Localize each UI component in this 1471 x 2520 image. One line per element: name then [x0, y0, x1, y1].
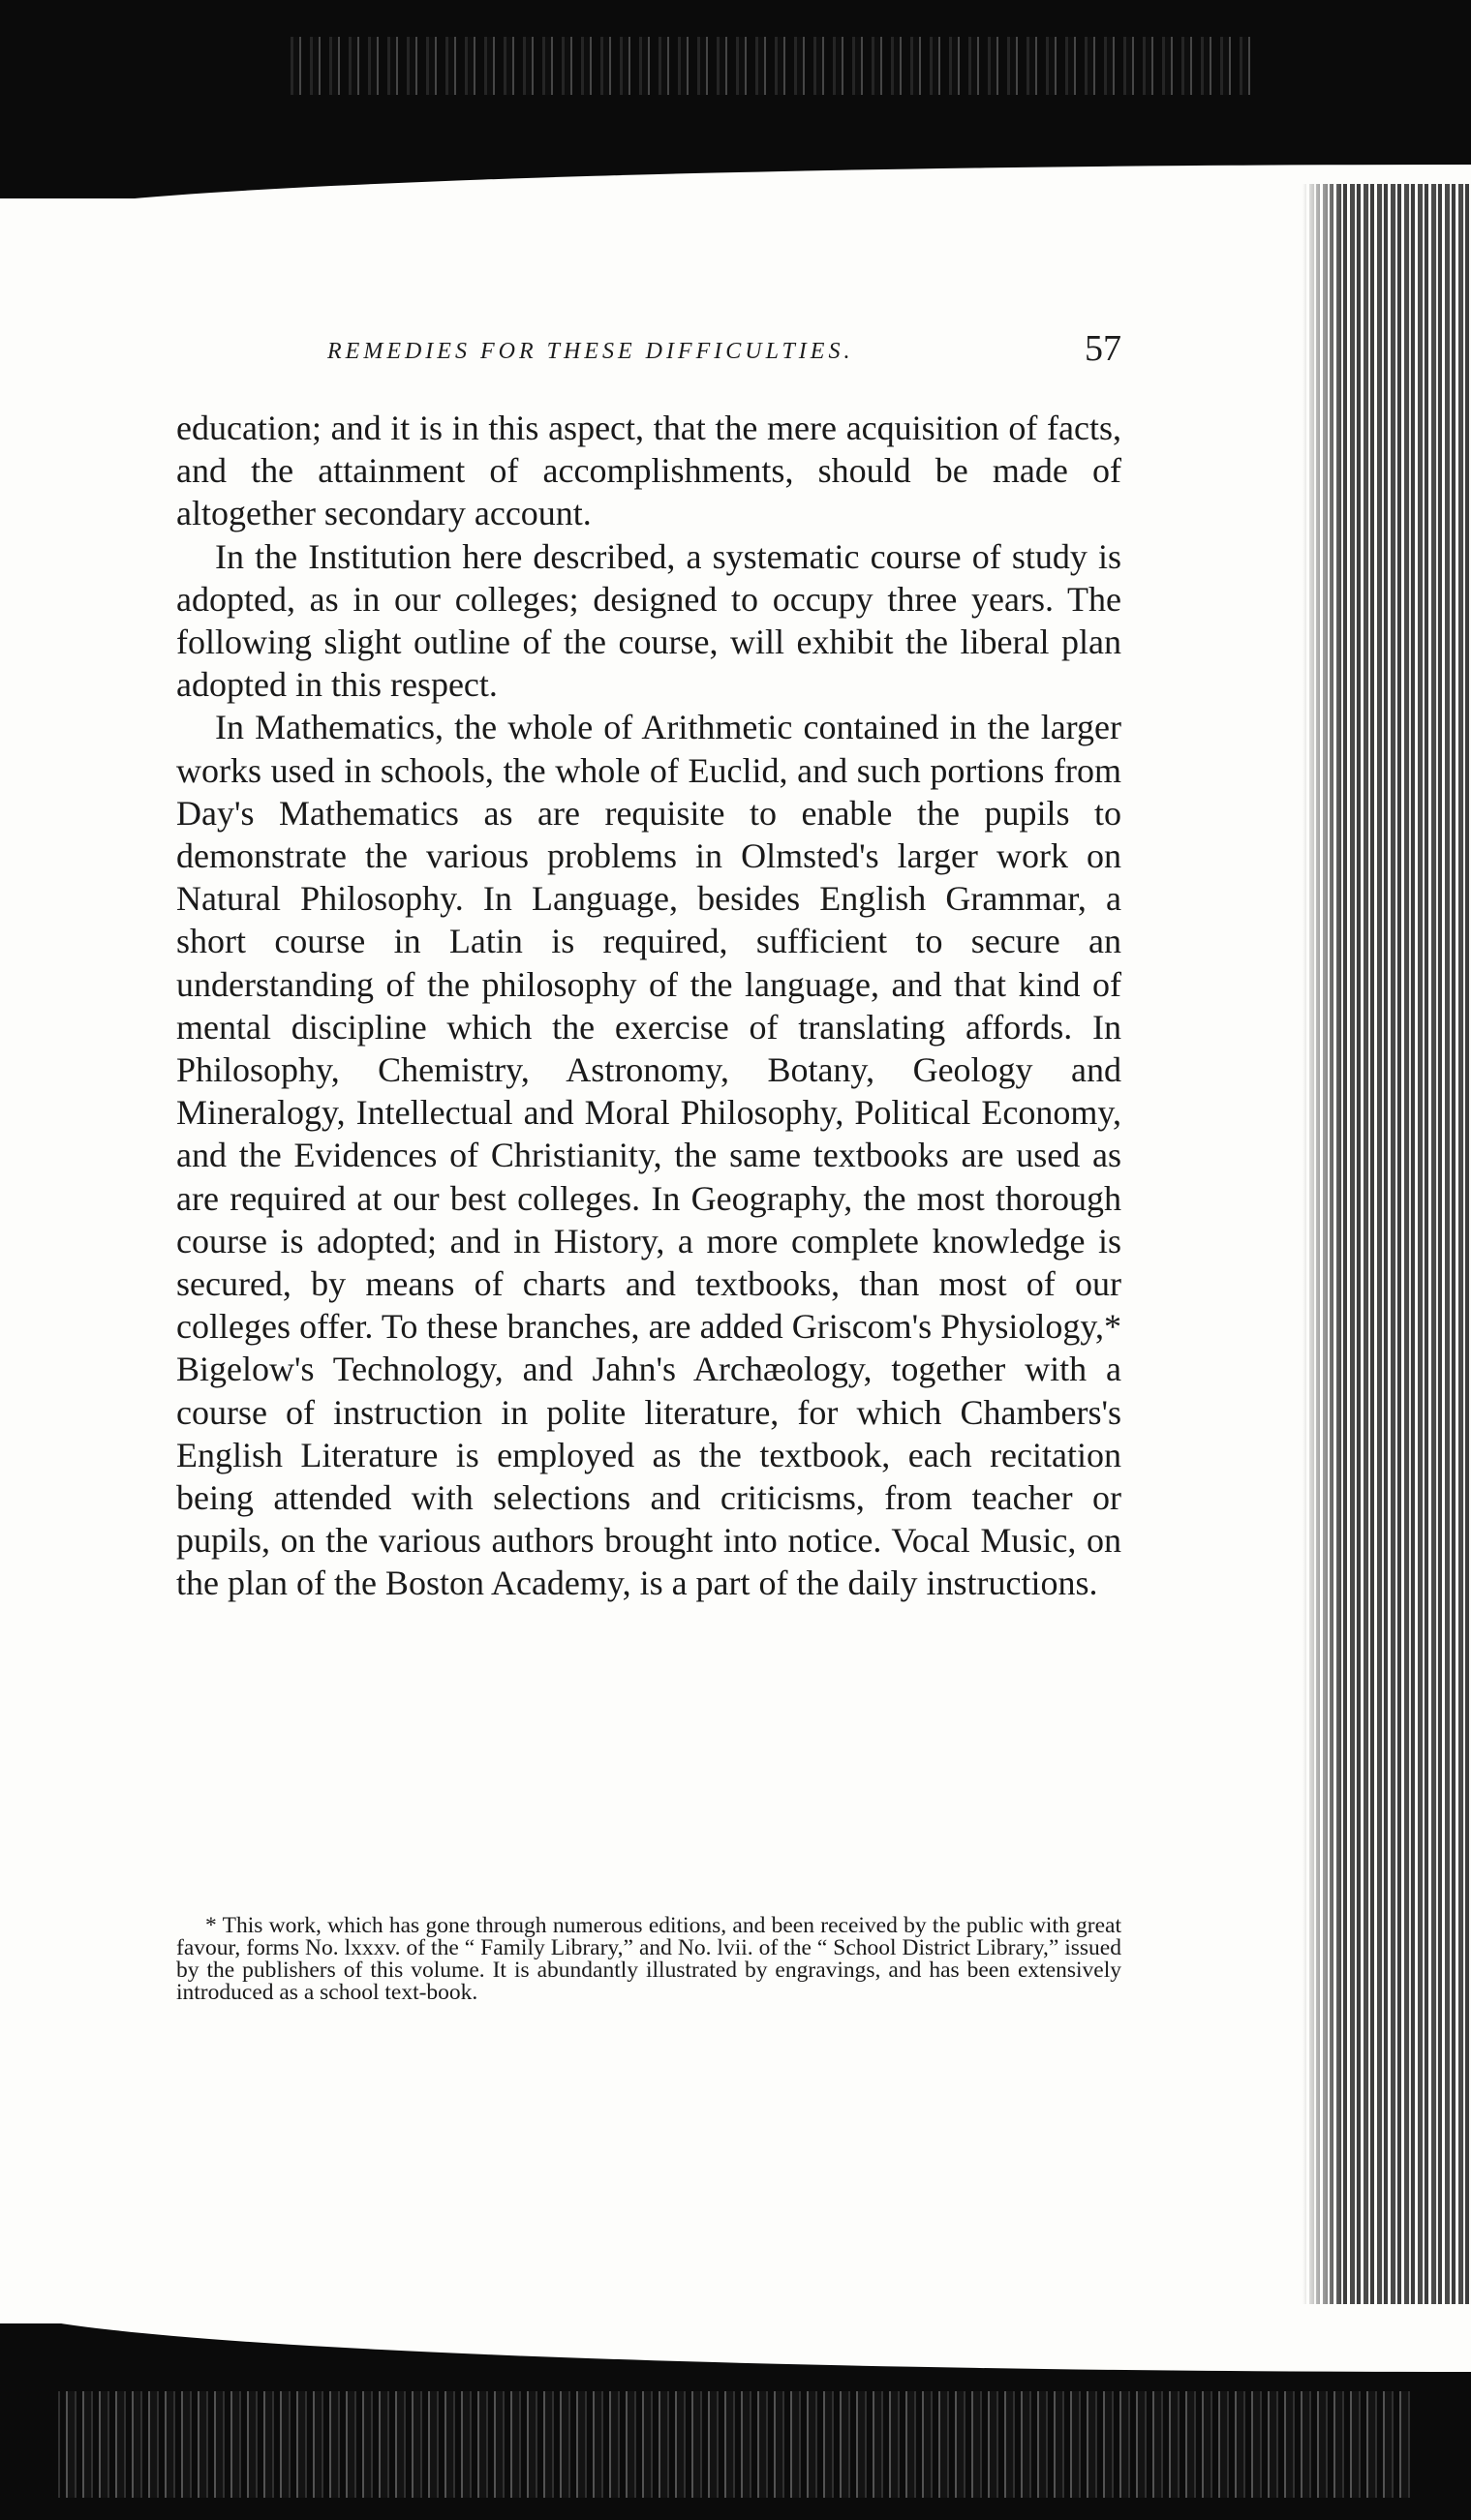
paragraph-2: In the Institution here described, a systematic course of study is adopted, as in our colleges; designed to occupy three years. The following slight outline of the course, will exhibit the liberal plan adopted in this respect.: [176, 536, 1121, 705]
running-title: REMEDIES FOR THESE DIFFICULTIES.: [327, 339, 854, 364]
body-text: [176, 407, 1121, 1605]
paragraph-1: education; and it is in this aspect, that the mere acquisition of facts, and the attainment of accomplishments, should be made of altogether secondary account.: [176, 409, 1121, 533]
footnote: [176, 1915, 1121, 2004]
running-head: [174, 327, 1121, 376]
page-number: 57: [1085, 328, 1121, 369]
paragraph-3: In Mathematics, the whole of Arithmetic contained in the larger works used in schools, the whole of Euclid, and such portions from Day's Mathematics as are requisite to enable the pupils to demonstrate the various problems in Olmsted's larger work on Natural Philosophy. In Language, besides English Grammar, a short course in Latin is required, sufficient to secure an understanding of the philosophy of the language, and that kind of mental discipline which the exercise of translating affords. In Philosophy, Chemistry, Astronomy, Botany, Geology and Mineralogy, Intellectual and Moral Philosophy, Political Economy, and the Evidences of Christianity, the same textbooks are used as are required at our best colleges. In Geography, the most thorough course is adopted; and in History, a more complete knowledge is secured, by means of charts and textbooks, than most of our colleges offer. To these branches, are added Griscom's Physiology,* Bigelow's Technology, and Jahn's Archæology, together with a course of instruction in polite literature, for which Chambers's English Literature is employed as the textbook, each recitation being attended with selections and criticisms, from teacher or pupils, on the various authors brought into notice. Vocal Music, on the plan of the Boston Academy, is a part of the daily instructions.: [176, 708, 1121, 1603]
scan-top-noise: [291, 37, 1259, 95]
gutter-fade: [1302, 184, 1341, 2353]
footnote-text: * This work, which has gone through numerous editions, and been received by the public with great favour, forms No. lxxxv. of the “ Family Library,” and No. lvii. of the “ School District Library,” issued by the publishers of this volume. It is abundantly illustrated by engravings, and has been extensively introduced as a school text-book.: [176, 1913, 1121, 2005]
scan-bottom-noise: [58, 2391, 1414, 2498]
